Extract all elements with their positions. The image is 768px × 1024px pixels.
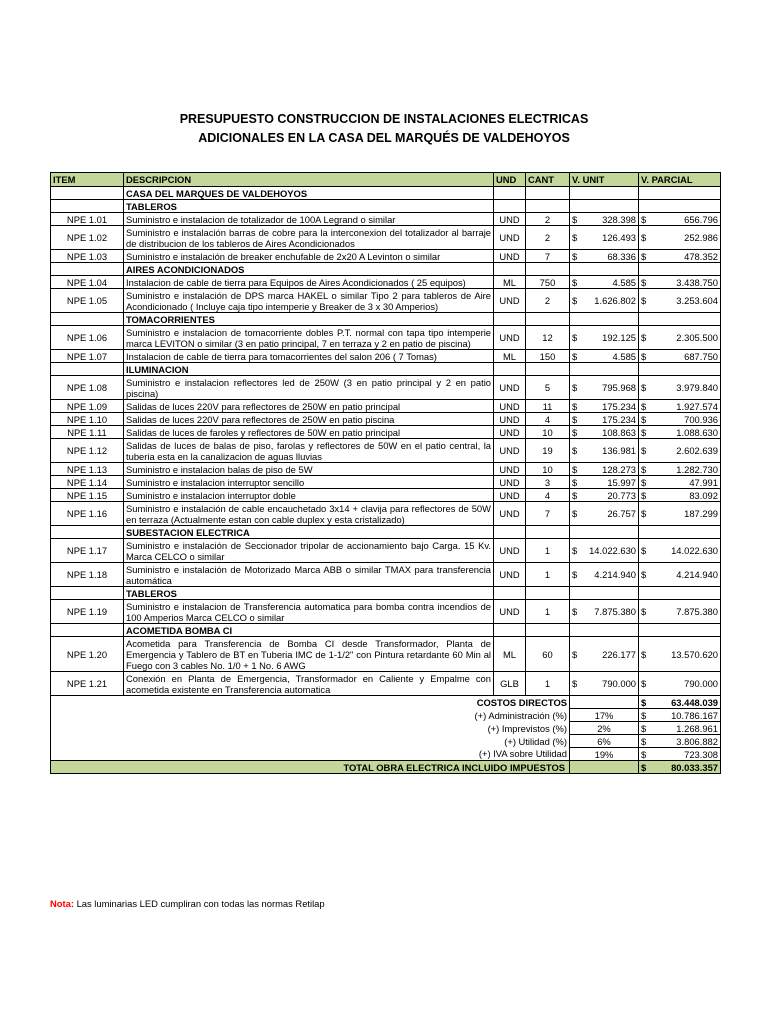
summary-label: (+) Utilidad (%) xyxy=(51,735,570,748)
currency-sign: $ xyxy=(641,332,647,343)
unit-value-amount: 175.234 xyxy=(602,413,636,425)
section-row xyxy=(51,624,721,637)
currency-sign: $ xyxy=(641,400,647,412)
header-quantity: CANT xyxy=(526,173,570,187)
item-description: Conexión en Planta de Emergencia, Transformador en Caliente y Empalme con acometida existente en Transferencia automatica xyxy=(124,672,494,696)
currency-sign: $ xyxy=(641,276,647,288)
table-row xyxy=(51,502,721,526)
summary-value xyxy=(639,696,721,709)
item-unit-value xyxy=(570,489,639,502)
partial-value-amount: 83.092 xyxy=(689,489,718,501)
item-unit-value xyxy=(570,426,639,439)
partial-value-amount: 790.000 xyxy=(684,678,718,689)
item-description: Suministro e instalacion de totalizador de 100A Legrand o similar xyxy=(124,213,494,226)
summary-label: (+) IVA sobre Utilidad xyxy=(51,748,570,761)
unit-value-amount: 7.875.380 xyxy=(594,606,636,617)
partial-value-amount: 252.986 xyxy=(684,232,718,243)
summary-label: COSTOS DIRECTOS xyxy=(51,696,570,709)
currency-sign: $ xyxy=(572,648,578,660)
partial-value-amount: 187.299 xyxy=(684,508,718,519)
item-unit-value xyxy=(570,289,639,313)
item-unit: UND xyxy=(494,463,526,476)
item-unit-value xyxy=(570,376,639,400)
item-code: NPE 1.07 xyxy=(51,350,124,363)
partial-value-amount: 1.927.574 xyxy=(676,400,718,412)
unit-value-amount: 4.585 xyxy=(612,350,636,362)
item-unit: UND xyxy=(494,226,526,250)
section-title: ILUMINACION xyxy=(124,363,494,376)
unit-value-amount: 795.968 xyxy=(602,382,636,393)
footnote xyxy=(50,898,325,909)
item-partial-value xyxy=(639,276,721,289)
currency-sign: $ xyxy=(641,350,647,362)
section-title: TABLEROS xyxy=(124,200,494,213)
item-quantity: 3 xyxy=(526,476,570,489)
table-row xyxy=(51,326,721,350)
item-description: Suministro e instalacion de Transferencia automatica para bomba contra incendios de 100 Amperios Marca CELCO o similar xyxy=(124,600,494,624)
summary-percent: 19% xyxy=(570,748,639,761)
currency-sign: $ xyxy=(641,463,647,475)
currency-sign: $ xyxy=(641,489,647,501)
item-partial-value xyxy=(639,426,721,439)
item-quantity: 750 xyxy=(526,276,570,289)
partial-value-amount: 656.796 xyxy=(684,213,718,225)
item-partial-value xyxy=(639,539,721,563)
currency-sign: $ xyxy=(641,569,647,580)
item-unit-value xyxy=(570,600,639,624)
partial-value-amount: 1.088.630 xyxy=(676,426,718,438)
footnote-label: Nota: xyxy=(50,898,74,909)
item-unit-value xyxy=(570,413,639,426)
item-quantity: 1 xyxy=(526,539,570,563)
unit-value-amount: 226.177 xyxy=(602,648,636,660)
item-code: NPE 1.06 xyxy=(51,326,124,350)
item-code: NPE 1.01 xyxy=(51,213,124,226)
unit-value-amount: 328.398 xyxy=(602,213,636,225)
item-quantity: 4 xyxy=(526,489,570,502)
currency-sign: $ xyxy=(572,606,578,617)
partial-value-amount: 3.979.840 xyxy=(676,382,718,393)
partial-value-amount: 3.438.750 xyxy=(676,276,718,288)
item-description: Suministro e instalacion interruptor doble xyxy=(124,489,494,502)
currency-sign: $ xyxy=(641,295,647,306)
item-unit: UND xyxy=(494,250,526,263)
table-row xyxy=(51,400,721,413)
currency-sign: $ xyxy=(572,545,578,556)
item-code: NPE 1.05 xyxy=(51,289,124,313)
item-partial-value xyxy=(639,476,721,489)
table-header-row xyxy=(51,173,721,187)
currency-sign: $ xyxy=(572,569,578,580)
currency-sign: $ xyxy=(641,678,647,689)
section-title: TOMACORRIENTES xyxy=(124,313,494,326)
section-title: SUBESTACION ELECTRICA xyxy=(124,526,494,539)
section-title: TABLEROS xyxy=(124,587,494,600)
partial-value-amount: 2.602.639 xyxy=(676,445,718,456)
table-row xyxy=(51,600,721,624)
table-row xyxy=(51,476,721,489)
unit-value-amount: 15.997 xyxy=(607,476,636,488)
item-partial-value xyxy=(639,563,721,587)
budget-table xyxy=(50,172,721,774)
item-description: Suministro e instalacion balas de piso de 5W xyxy=(124,463,494,476)
table-row xyxy=(51,376,721,400)
unit-value-amount: 175.234 xyxy=(602,400,636,412)
item-partial-value xyxy=(639,250,721,263)
item-quantity: 2 xyxy=(526,213,570,226)
item-unit-value xyxy=(570,439,639,463)
item-quantity: 2 xyxy=(526,289,570,313)
summary-amount: 3.806.882 xyxy=(676,735,718,747)
item-description: Instalacion de cable de tierra para tomacorrientes del salon 206 ( 7 Tomas) xyxy=(124,350,494,363)
summary-row xyxy=(51,748,721,761)
summary-row xyxy=(51,722,721,735)
item-unit: UND xyxy=(494,539,526,563)
item-partial-value xyxy=(639,213,721,226)
section-title: CASA DEL MARQUES DE VALDEHOYOS xyxy=(124,187,494,200)
currency-sign: $ xyxy=(572,276,578,288)
item-partial-value xyxy=(639,326,721,350)
item-quantity: 10 xyxy=(526,463,570,476)
table-row xyxy=(51,289,721,313)
item-code: NPE 1.16 xyxy=(51,502,124,526)
table-row xyxy=(51,539,721,563)
item-code: NPE 1.02 xyxy=(51,226,124,250)
item-code: NPE 1.14 xyxy=(51,476,124,489)
currency-sign: $ xyxy=(572,332,578,343)
grand-total-label: TOTAL OBRA ELECTRICA INCLUIDO IMPUESTOS xyxy=(51,761,570,774)
table-row xyxy=(51,439,721,463)
header-description: DESCRIPCION xyxy=(124,173,494,187)
item-unit: ML xyxy=(494,637,526,672)
item-code: NPE 1.21 xyxy=(51,672,124,696)
currency-sign: $ xyxy=(641,508,647,519)
partial-value-amount: 7.875.380 xyxy=(676,606,718,617)
item-code: NPE 1.13 xyxy=(51,463,124,476)
item-partial-value xyxy=(639,439,721,463)
summary-amount: 1.268.961 xyxy=(676,722,718,734)
currency-sign: $ xyxy=(572,382,578,393)
currency-sign: $ xyxy=(572,232,578,243)
item-code: NPE 1.10 xyxy=(51,413,124,426)
item-description: Suministro e instalación de DPS marca HAKEL o similar Tipo 2 para tableros de Aire Acondicionado ( Incluye caja tipo intemperie y Breaker de 3 x 30 Amperios) xyxy=(124,289,494,313)
item-description: Suministro e instalación barras de cobre para la interconexion del totalizador al barraje de distribucion de los tableros de Aires Acondicionados xyxy=(124,226,494,250)
item-description: Suministro e instalación de cable encauchetado 3x14 + clavija para reflectores de 50W en terraza (Actualmente estan con cable duplex y esta cristalizado) xyxy=(124,502,494,526)
currency-sign: $ xyxy=(641,722,647,734)
currency-sign: $ xyxy=(572,213,578,225)
partial-value-amount: 478.352 xyxy=(684,250,718,262)
section-title: ACOMETIDA BOMBA CI xyxy=(124,624,494,637)
section-row xyxy=(51,526,721,539)
partial-value-amount: 4.214.940 xyxy=(676,569,718,580)
item-unit: UND xyxy=(494,413,526,426)
item-code: NPE 1.15 xyxy=(51,489,124,502)
summary-row xyxy=(51,735,721,748)
header-partial-value: V. PARCIAL xyxy=(639,173,721,187)
table-row xyxy=(51,226,721,250)
currency-sign: $ xyxy=(572,463,578,475)
item-quantity: 12 xyxy=(526,326,570,350)
item-description: Suministro e instalación de Seccionador tripolar de accionamiento bajo Carga. 15 Kv. Marca CELCO o similar xyxy=(124,539,494,563)
currency-sign: $ xyxy=(641,476,647,488)
item-unit: UND xyxy=(494,439,526,463)
currency-sign: $ xyxy=(641,232,647,243)
currency-sign: $ xyxy=(641,748,647,760)
item-partial-value xyxy=(639,400,721,413)
unit-value-amount: 108.863 xyxy=(602,426,636,438)
unit-value-amount: 4.214.940 xyxy=(594,569,636,580)
currency-sign: $ xyxy=(572,508,578,519)
item-unit: ML xyxy=(494,276,526,289)
partial-value-amount: 700.936 xyxy=(684,413,718,425)
item-description: Suministro e instalacion de tomacorriente dobles P.T. normal con tapa tipo intemperie marca LEVITON o similar (3 en patio principal, 7 en terraza y 2 en patio de piscina) xyxy=(124,326,494,350)
item-code: NPE 1.20 xyxy=(51,637,124,672)
summary-value xyxy=(639,722,721,735)
table-row xyxy=(51,426,721,439)
item-quantity: 10 xyxy=(526,426,570,439)
item-quantity: 150 xyxy=(526,350,570,363)
currency-sign: $ xyxy=(641,213,647,225)
unit-value-amount: 20.773 xyxy=(607,489,636,501)
unit-value-amount: 128.273 xyxy=(602,463,636,475)
item-quantity: 7 xyxy=(526,250,570,263)
item-code: NPE 1.08 xyxy=(51,376,124,400)
summary-amount: 10.786.167 xyxy=(671,709,718,721)
item-unit-value xyxy=(570,672,639,696)
unit-value-amount: 14.022.630 xyxy=(589,545,636,556)
item-quantity: 11 xyxy=(526,400,570,413)
currency-sign: $ xyxy=(641,426,647,438)
section-row xyxy=(51,187,721,200)
section-row xyxy=(51,363,721,376)
section-row xyxy=(51,587,721,600)
item-unit-value xyxy=(570,326,639,350)
grand-total-row xyxy=(51,761,721,774)
item-unit-value xyxy=(570,350,639,363)
item-unit: UND xyxy=(494,502,526,526)
section-row xyxy=(51,263,721,276)
item-code: NPE 1.03 xyxy=(51,250,124,263)
table-row xyxy=(51,563,721,587)
item-unit: UND xyxy=(494,600,526,624)
item-partial-value xyxy=(639,502,721,526)
item-partial-value xyxy=(639,489,721,502)
item-code: NPE 1.11 xyxy=(51,426,124,439)
partial-value-amount: 47.991 xyxy=(689,476,718,488)
item-unit: UND xyxy=(494,376,526,400)
summary-amount: 63.448.039 xyxy=(671,696,718,708)
item-quantity: 5 xyxy=(526,376,570,400)
unit-value-amount: 790.000 xyxy=(602,678,636,689)
summary-label: (+) Administración (%) xyxy=(51,709,570,722)
currency-sign: $ xyxy=(641,761,647,773)
header-unit: UND xyxy=(494,173,526,187)
item-unit: UND xyxy=(494,476,526,489)
item-unit: GLB xyxy=(494,672,526,696)
item-code: NPE 1.12 xyxy=(51,439,124,463)
currency-sign: $ xyxy=(641,709,647,721)
item-quantity: 7 xyxy=(526,502,570,526)
item-partial-value xyxy=(639,350,721,363)
item-description: Acometida para Transferencia de Bomba CI desde Transformador, Planta de Emergencia y Tablero de BT en Tuberia IMC de 1-1/2" con Pintura retardante 60 Min al Fuego con 3 cables No. 1/0 + 1 No. 6 AWG xyxy=(124,637,494,672)
partial-value-amount: 1.282.730 xyxy=(676,463,718,475)
currency-sign: $ xyxy=(641,445,647,456)
currency-sign: $ xyxy=(572,350,578,362)
header-unit-value: V. UNIT xyxy=(570,173,639,187)
currency-sign: $ xyxy=(641,606,647,617)
currency-sign: $ xyxy=(572,250,578,262)
item-unit: UND xyxy=(494,326,526,350)
item-partial-value xyxy=(639,289,721,313)
item-partial-value xyxy=(639,672,721,696)
partial-value-amount: 3.253.604 xyxy=(676,295,718,306)
item-unit-value xyxy=(570,400,639,413)
section-title: AIRES ACONDICIONADOS xyxy=(124,263,494,276)
currency-sign: $ xyxy=(572,476,578,488)
unit-value-amount: 136.981 xyxy=(602,445,636,456)
table-row xyxy=(51,250,721,263)
unit-value-amount: 126.493 xyxy=(602,232,636,243)
unit-value-amount: 192.125 xyxy=(602,332,636,343)
item-partial-value xyxy=(639,600,721,624)
item-quantity: 60 xyxy=(526,637,570,672)
unit-value-amount: 4.585 xyxy=(612,276,636,288)
title-line-1: PRESUPUESTO CONSTRUCCION DE INSTALACIONES ELECTRICAS xyxy=(179,112,589,126)
unit-value-amount: 26.757 xyxy=(607,508,636,519)
item-quantity: 1 xyxy=(526,672,570,696)
item-description: Salidas de luces 220V para reflectores de 250W en patio principal xyxy=(124,400,494,413)
item-description: Salidas de luces de balas de piso, farolas y reflectores de 50W en el patio central, la tuberia esta en la canalizacion de aguas lluvias xyxy=(124,439,494,463)
table-row xyxy=(51,413,721,426)
item-unit: ML xyxy=(494,350,526,363)
item-partial-value xyxy=(639,463,721,476)
item-partial-value xyxy=(639,226,721,250)
grand-total-value xyxy=(639,761,721,774)
item-quantity: 1 xyxy=(526,563,570,587)
partial-value-amount: 14.022.630 xyxy=(671,545,718,556)
item-unit-value xyxy=(570,502,639,526)
currency-sign: $ xyxy=(572,413,578,425)
currency-sign: $ xyxy=(641,413,647,425)
title-line-2: ADICIONALES EN LA CASA DEL MARQUÉS DE VALDEHOYOS xyxy=(198,131,570,145)
item-description: Suministro e instalación de Motorizado Marca ABB o similar TMAX para transferencia automática xyxy=(124,563,494,587)
item-unit: UND xyxy=(494,400,526,413)
item-partial-value xyxy=(639,376,721,400)
table-row xyxy=(51,672,721,696)
item-code: NPE 1.18 xyxy=(51,563,124,587)
summary-percent xyxy=(570,696,639,709)
item-description: Suministro e instalación de breaker enchufable de 2x20 A Levinton o similar xyxy=(124,250,494,263)
table-row xyxy=(51,350,721,363)
currency-sign: $ xyxy=(641,735,647,747)
summary-row xyxy=(51,696,721,709)
summary-row xyxy=(51,709,721,722)
currency-sign: $ xyxy=(572,678,578,689)
currency-sign: $ xyxy=(641,648,647,660)
partial-value-amount: 2.305.500 xyxy=(676,332,718,343)
item-description: Suministro e instalacion interruptor sencillo xyxy=(124,476,494,489)
item-unit-value xyxy=(570,476,639,489)
currency-sign: $ xyxy=(572,400,578,412)
summary-percent: 6% xyxy=(570,735,639,748)
header-item: ITEM xyxy=(51,173,124,187)
partial-value-amount: 687.750 xyxy=(684,350,718,362)
item-code: NPE 1.19 xyxy=(51,600,124,624)
item-description: Salidas de luces 220V para reflectores de 250W en patio piscina xyxy=(124,413,494,426)
table-row xyxy=(51,637,721,672)
partial-value-amount: 13.570.620 xyxy=(671,648,718,660)
unit-value-amount: 1.626.802 xyxy=(594,295,636,306)
item-unit-value xyxy=(570,250,639,263)
item-unit-value xyxy=(570,226,639,250)
table-body xyxy=(51,187,721,774)
currency-sign: $ xyxy=(641,250,647,262)
summary-percent: 2% xyxy=(570,722,639,735)
unit-value-amount: 68.336 xyxy=(607,250,636,262)
item-unit: UND xyxy=(494,489,526,502)
item-unit-value xyxy=(570,539,639,563)
currency-sign: $ xyxy=(641,382,647,393)
item-unit-value xyxy=(570,213,639,226)
summary-value xyxy=(639,709,721,722)
item-code: NPE 1.17 xyxy=(51,539,124,563)
currency-sign: $ xyxy=(641,545,647,556)
item-unit-value xyxy=(570,276,639,289)
item-quantity: 4 xyxy=(526,413,570,426)
item-quantity: 1 xyxy=(526,600,570,624)
item-quantity: 19 xyxy=(526,439,570,463)
currency-sign: $ xyxy=(572,426,578,438)
currency-sign: $ xyxy=(572,445,578,456)
summary-amount: 723.308 xyxy=(684,748,718,760)
item-unit-value xyxy=(570,637,639,672)
item-unit: UND xyxy=(494,289,526,313)
item-unit-value xyxy=(570,463,639,476)
summary-value xyxy=(639,735,721,748)
item-partial-value xyxy=(639,413,721,426)
currency-sign: $ xyxy=(572,295,578,306)
item-code: NPE 1.09 xyxy=(51,400,124,413)
table-row xyxy=(51,489,721,502)
currency-sign: $ xyxy=(572,489,578,501)
item-code: NPE 1.04 xyxy=(51,276,124,289)
summary-label: (+) Imprevistos (%) xyxy=(51,722,570,735)
footnote-text: Las luminarias LED cumpliran con todas las normas Retilap xyxy=(73,898,325,909)
table-row xyxy=(51,463,721,476)
section-row xyxy=(51,313,721,326)
grand-total-amount: 80.033.357 xyxy=(671,761,718,773)
summary-percent: 17% xyxy=(570,709,639,722)
item-description: Salidas de luces de faroles y reflectores de 50W en patio principal xyxy=(124,426,494,439)
table-row xyxy=(51,213,721,226)
item-unit: UND xyxy=(494,426,526,439)
document-title xyxy=(0,110,768,148)
item-partial-value xyxy=(639,637,721,672)
section-row xyxy=(51,200,721,213)
item-unit: UND xyxy=(494,213,526,226)
table-row xyxy=(51,276,721,289)
item-quantity: 2 xyxy=(526,226,570,250)
item-unit-value xyxy=(570,563,639,587)
item-description: Instalacion de cable de tierra para Equipos de Aires Acondicionados ( 25 equipos) xyxy=(124,276,494,289)
item-description: Suministro e instalacion reflectores led de 250W (3 en patio principal y 2 en patio piscina) xyxy=(124,376,494,400)
summary-value xyxy=(639,748,721,761)
item-unit: UND xyxy=(494,563,526,587)
currency-sign: $ xyxy=(641,696,647,708)
